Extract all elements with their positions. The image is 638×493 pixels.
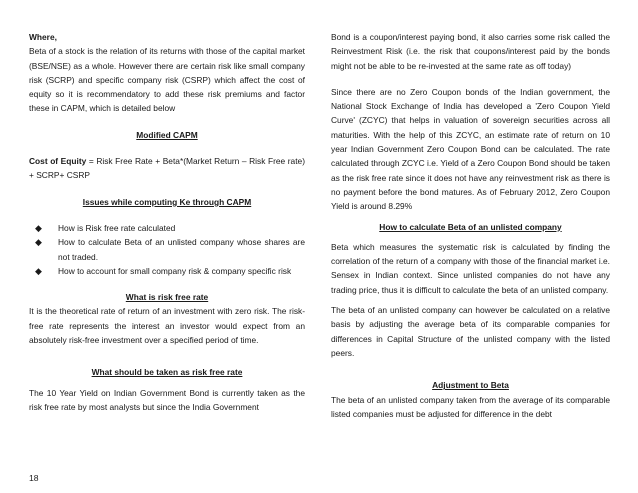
bullet-icon: ◆ [35,222,42,233]
modified-capm-heading: Modified CAPM [136,129,198,140]
cost-of-equity-formula [29,154,305,183]
relative-beta-paragraph: The beta of an unlisted company can however be calculated on a relative basis by adjusting the average beta of its comparable companies for differences in Capital Structure of the unlisted company with the listed peers. [331,305,610,358]
issues-heading: Issues while computing Ke through CAPM [82,196,252,207]
list-item: ◆ How to account for small company risk & company specific risk [29,264,305,278]
cost-of-equity-label: Cost of Equity [29,156,87,167]
list-item: ◆ How is Risk free rate calculated [29,221,305,235]
bullet-icon: ◆ [35,237,42,248]
adjustment-beta-heading: Adjustment to Beta [432,380,509,391]
beta-paragraph: Beta of a stock is the relation of its returns with those of the capital market (BSE/NSE) as a whole. However there are certain risk like small company risk (SCRP) and specific company risk (CSRP) which affect the cost of equity so it is recommendatory to add these risk premiums and factor these in CAPM, which is detailed below [29,46,305,114]
adjustment-paragraph: The beta of an unlisted company taken from the average of its comparable listed companies must be adjusted for difference in the debt [331,394,610,419]
risk-free-heading: What is risk free rate [125,292,209,303]
list-item: ◆ How to calculate Beta of an unlisted company whose shares are not traded. [35,237,305,262]
unlisted-beta-heading: How to calculate Beta of an unlisted company [379,221,562,232]
zcyc-paragraph: Since there are no Zero Coupon bonds of the Indian government, the National Stock Exchange of India has developed a 'Zero Coupon Yield Curve' (ZCYC) that helps in valuation of sovereign securities across all maturities. With the help of this ZCYC, an estimate rate of return on 10 year Indian Government Zero Coupon Bond can be calculated. The rate calculated through ZCYC i.e. Yield of a Zero Coupon Bond should be taken as the risk free rate since it does not have any reinvestment risk as there is no payment before the bond matures. As of February 2012, Zero Coupon Yield is around 8.29% [331,86,610,212]
right-column [331,30,610,421]
issues-list [29,221,305,278]
systematic-risk-paragraph: Beta which measures the systematic risk is calculated by finding the correlation of the return of a company with those of the financial market i.e. Sensex in Indian context. Since unlisted companies do not have any trading price, thus it is difficult to calculate the beta of an unlisted company. [331,241,610,295]
page-number: 18 [29,473,39,483]
government-bond-paragraph: The 10 Year Yield on Indian Government Bond is currently taken as the risk free rate by most analysts but since the India Government [29,387,305,412]
left-column [29,30,305,414]
reinvestment-paragraph: Bond is a coupon/interest paying bond, it also carries some risk called the Reinvestment Risk (i.e. the risk that coupons/interest paid by the bonds might not be able to be re-invested at the same rate as off today) [331,32,610,71]
bullet-icon: ◆ [35,265,42,276]
cost-of-equity-expression: = Risk Free Rate + Beta*(Market Return – Risk Free rate) + SCRP+ CSRP [29,156,305,181]
risk-free-taken-heading: What should be taken as risk free rate [91,367,243,378]
risk-free-paragraph: It is the theoretical rate of return of an investment with zero risk. The risk-free rate represents the interest an investor would expect from an absolutely risk-free investment over a specified period of time. [29,306,305,346]
where-label: Where, [29,32,57,42]
